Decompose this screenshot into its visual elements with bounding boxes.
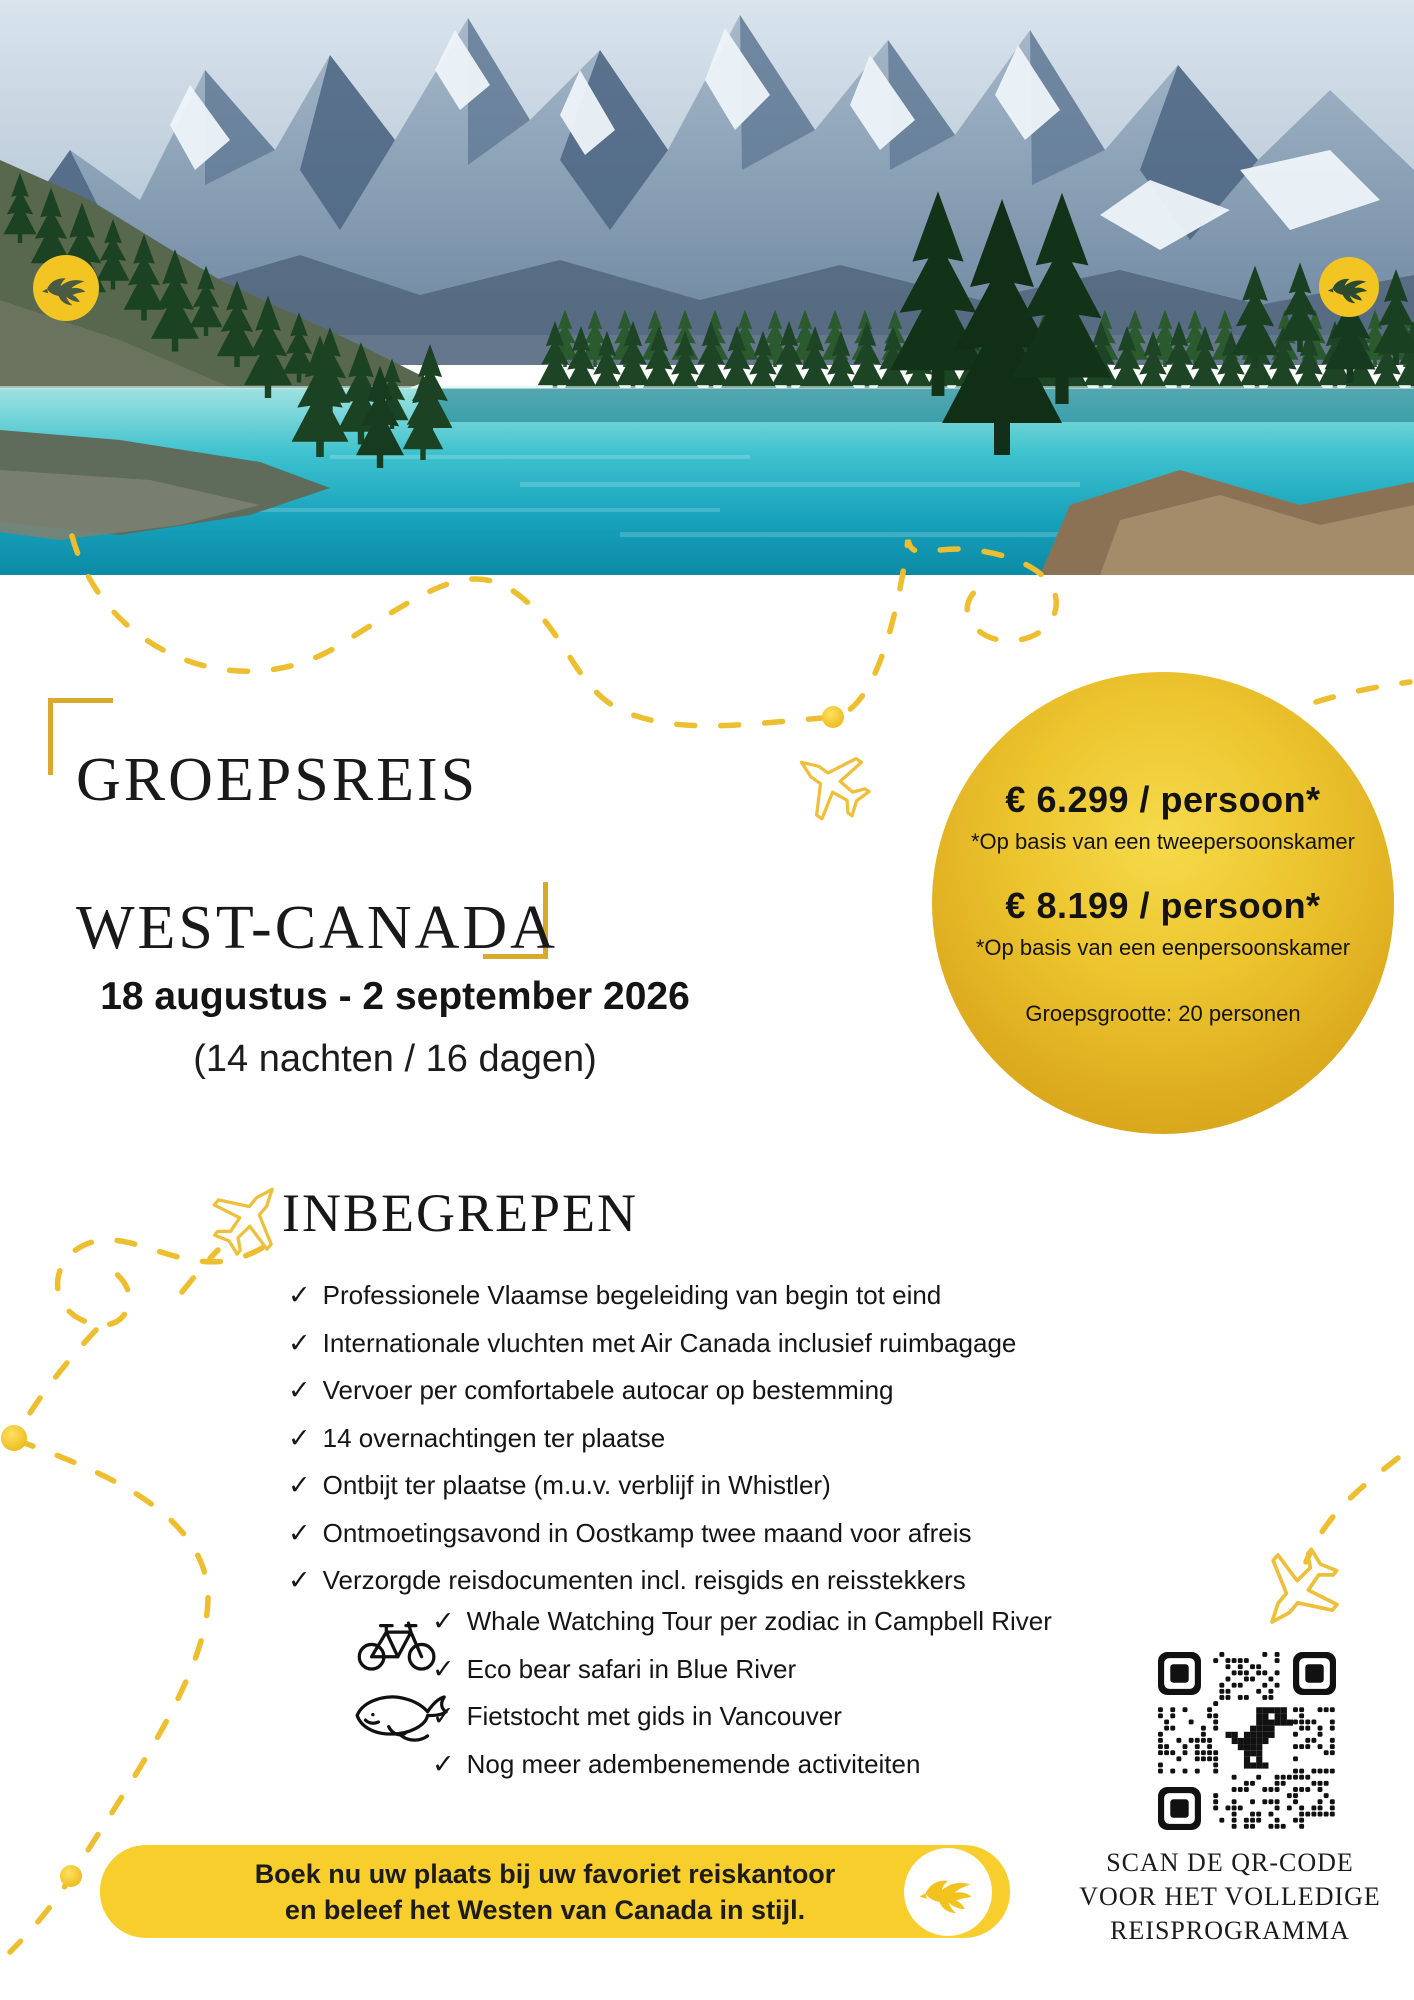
hero-photo-mountain-lake (0, 0, 1414, 575)
eagle-badge-right (1319, 257, 1379, 317)
included-heading: INBEGREPEN (282, 1183, 638, 1243)
list-item-label: Internationale vluchten met Air Canada inclusief ruimbagage (322, 1327, 1017, 1358)
banner-line1: Boek nu uw plaats bij uw favoriet reiskantoor (254, 1858, 836, 1889)
check-icon: ✓ (288, 1565, 311, 1596)
check-icon: ✓ (432, 1748, 455, 1779)
eagle-icon (40, 262, 91, 313)
list-item (432, 1598, 1052, 1646)
price-single-note: *Op basis van een eenpersoonskamer (975, 935, 1351, 960)
date-range: 18 augustus - 2 september 2026 (100, 975, 690, 1018)
price-single-room: € 8.199 / persoon* (1005, 885, 1321, 926)
list-item (288, 1415, 1016, 1463)
list-item-label: Ontbijt ter plaatse (m.u.v. verblijf in Whistler) (322, 1470, 831, 1501)
page-title-line2: WEST-CANADA (76, 894, 558, 962)
list-item (288, 1272, 1016, 1320)
check-icon: ✓ (432, 1701, 455, 1732)
qr-code (1158, 1652, 1336, 1830)
plane-icon (1242, 1535, 1353, 1647)
list-item-label: Vervoer per comfortabele autocar op bestemming (322, 1375, 894, 1406)
qr-caption (1050, 1846, 1410, 1948)
booking-banner-text (160, 1856, 930, 1928)
qr-caption-line2: VOOR HET VOLLEDIGE (1079, 1882, 1381, 1911)
eagle-icon (1326, 264, 1373, 311)
check-icon: ✓ (288, 1327, 311, 1358)
route-dot (1, 1425, 27, 1451)
eagle-icon (917, 1861, 979, 1923)
included-list (288, 1272, 1016, 1605)
bicycle-icon (356, 1610, 438, 1680)
list-item (288, 1462, 1016, 1510)
trip-duration: (14 nachten / 16 dagen) (193, 1038, 597, 1080)
dashed-route (58, 1240, 262, 1325)
check-icon: ✓ (288, 1375, 311, 1406)
list-item-label: Whale Watching Tour per zodiac in Campbell River (466, 1606, 1052, 1637)
list-item-label: Verzorgde reisdocumenten incl. reisgids en reisstekkers (322, 1565, 966, 1596)
list-item-label: Fietstocht met gids in Vancouver (466, 1701, 842, 1732)
group-size: Groepsgrootte: 20 personen (1025, 1001, 1301, 1026)
list-item-label: Nog meer adembenemende activiteiten (466, 1748, 921, 1779)
dashed-route (182, 1250, 218, 1292)
list-item-label: 14 overnachtingen ter plaatse (322, 1422, 666, 1453)
page-title (76, 706, 636, 1002)
check-icon: ✓ (288, 1422, 311, 1453)
route-dot (822, 706, 844, 728)
plane-icon (782, 734, 881, 832)
booking-banner (100, 1845, 1010, 1938)
list-item-label: Eco bear safari in Blue River (466, 1653, 797, 1684)
list-item (432, 1741, 1052, 1789)
check-icon: ✓ (432, 1653, 455, 1684)
check-icon: ✓ (288, 1280, 311, 1311)
route-dot (60, 1865, 82, 1887)
eagle-logo (904, 1848, 992, 1936)
page-title-line1: GROEPSREIS (76, 746, 479, 814)
banner-line2: en beleef het Westen van Canada in stijl. (284, 1894, 806, 1925)
qr-caption-line3: REISPROGRAMMA (1110, 1916, 1350, 1945)
check-icon: ✓ (288, 1470, 311, 1501)
dashed-route (1306, 1458, 1398, 1562)
activities-list (432, 1598, 1052, 1788)
list-item (432, 1693, 1052, 1741)
qr-caption-line1: SCAN DE QR-CODE (1106, 1848, 1354, 1877)
list-item-label: Professionele Vlaamse begeleiding van begin tot eind (322, 1280, 942, 1311)
dashed-route (1316, 682, 1410, 702)
list-item (288, 1320, 1016, 1368)
check-icon: ✓ (432, 1606, 455, 1637)
check-icon: ✓ (288, 1517, 311, 1548)
list-item (432, 1646, 1052, 1694)
eagle-badge-left (33, 255, 99, 321)
dashed-route (16, 1330, 96, 1436)
price-double-room: € 6.299 / persoon* (1005, 779, 1321, 820)
list-item (288, 1510, 1016, 1558)
price-double-note: *Op basis van een tweepersoonskamer (971, 829, 1355, 854)
list-item (288, 1367, 1016, 1415)
list-item-label: Ontmoetingsavond in Oostkamp twee maand voor afreis (322, 1517, 972, 1548)
price-badge (932, 672, 1394, 1134)
